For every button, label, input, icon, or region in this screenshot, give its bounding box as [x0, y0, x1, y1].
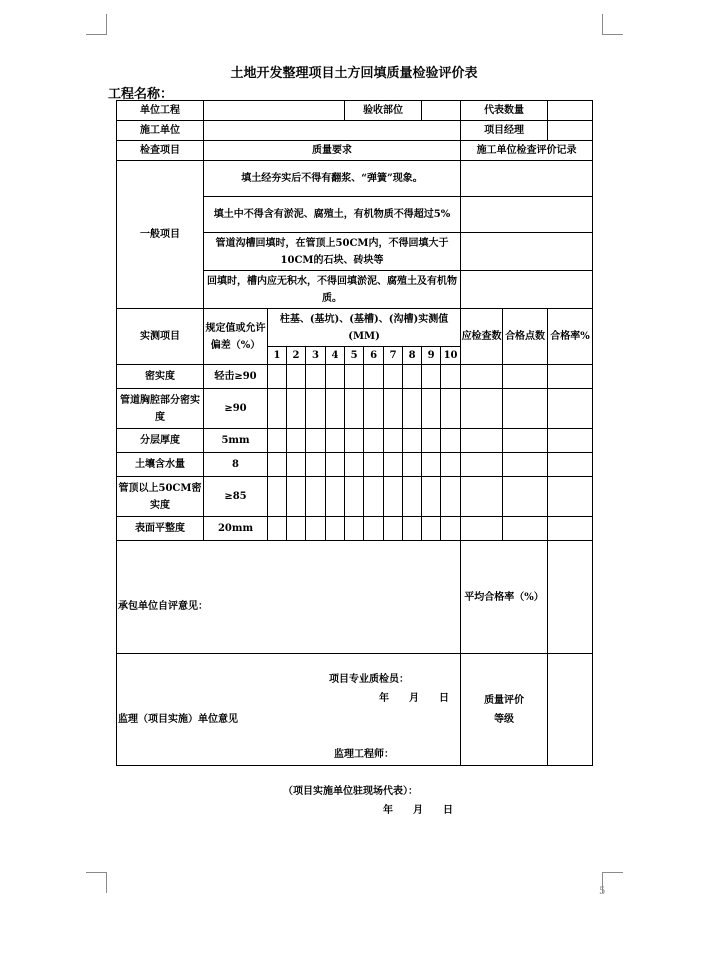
measured-row-pipe-chest-density: [117, 389, 593, 429]
measured-stat-cell[interactable]: [503, 517, 548, 541]
avg-pass-rate-label: 平均合格率（%）: [461, 541, 548, 654]
measured-item-value: ≥90: [204, 389, 268, 429]
general-requirement-4: 回填时，槽内应无积水，不得回填淤泥、腐殖土及有机物质。: [204, 271, 461, 309]
measured-value-cell[interactable]: [287, 389, 306, 429]
measured-value-cell[interactable]: [384, 429, 403, 453]
measured-stat-cell[interactable]: [503, 389, 548, 429]
measured-row-layer-thickness: [117, 429, 593, 453]
measure-column-number: 10: [441, 347, 461, 365]
quality-grade-value[interactable]: [548, 654, 593, 766]
measured-value-cell[interactable]: [422, 477, 441, 517]
crop-mark-top-right: [602, 14, 623, 35]
measured-value-cell[interactable]: [345, 389, 364, 429]
measured-values-label: 柱基、(基坑)、(基槽)、(沟槽)实测值(MM): [268, 309, 461, 347]
measured-item-value: ≥85: [204, 477, 268, 517]
measured-row-surface-flatness: [117, 517, 593, 541]
measure-column-number: 9: [422, 347, 441, 365]
measured-item-value: 轻击≥90: [204, 365, 268, 389]
measured-value-cell[interactable]: [384, 389, 403, 429]
measured-value-cell[interactable]: [403, 477, 422, 517]
quality-requirement-label: 质量要求: [204, 141, 461, 161]
self-eval-row: [117, 541, 593, 654]
measured-value-cell[interactable]: [364, 389, 384, 429]
measure-column-number: 2: [287, 347, 306, 365]
measured-value-cell[interactable]: [441, 517, 461, 541]
measured-stat-cell[interactable]: [503, 429, 548, 453]
self-eval-label: 承包单位自评意见：: [118, 601, 208, 612]
measured-value-cell[interactable]: [326, 365, 345, 389]
measured-value-cell[interactable]: [287, 365, 306, 389]
measured-item-name: 管道胸腔部分密实度: [117, 389, 204, 429]
general-record-4[interactable]: [461, 271, 593, 309]
measured-stat-cell[interactable]: [548, 365, 593, 389]
unit-project-value[interactable]: [204, 101, 345, 121]
measured-value-cell[interactable]: [384, 477, 403, 517]
measured-row-pipe-top-density: [117, 477, 593, 517]
measured-value-cell[interactable]: [364, 429, 384, 453]
self-eval-cell[interactable]: [117, 541, 461, 704]
measured-stat-cell[interactable]: [503, 477, 548, 517]
measure-column-number: 8: [403, 347, 422, 365]
measure-column-number: 5: [345, 347, 364, 365]
supervision-engineer-label: 监理工程师：: [334, 748, 394, 760]
measure-column-number: 7: [384, 347, 403, 365]
measured-stat-cell[interactable]: [461, 453, 503, 477]
construction-unit-value[interactable]: [204, 121, 461, 141]
measured-value-cell[interactable]: [441, 429, 461, 453]
measured-header-row: [117, 309, 593, 347]
measured-item-value: 20mm: [204, 517, 268, 541]
measured-value-cell[interactable]: [403, 517, 422, 541]
project-manager-label: 项目经理: [461, 121, 548, 141]
measured-value-cell[interactable]: [422, 517, 441, 541]
measured-item-name: 分层厚度: [117, 429, 204, 453]
measured-stat-cell[interactable]: [503, 365, 548, 389]
measured-stat-cell[interactable]: [461, 429, 503, 453]
measured-value-cell[interactable]: [364, 477, 384, 517]
measured-value-cell[interactable]: [326, 517, 345, 541]
measured-value-cell[interactable]: [384, 517, 403, 541]
general-record-3[interactable]: [461, 233, 593, 271]
measured-value-cell[interactable]: [268, 477, 287, 517]
measured-stat-cell[interactable]: [548, 429, 593, 453]
measured-item-value: 5mm: [204, 429, 268, 453]
measured-value-cell[interactable]: [384, 453, 403, 477]
measured-row-density: [117, 365, 593, 389]
measured-value-cell[interactable]: [306, 453, 326, 477]
measured-value-cell[interactable]: [306, 429, 326, 453]
measured-stat-cell[interactable]: [548, 453, 593, 477]
self-eval-date: 年 月 日: [379, 693, 449, 704]
measured-stat-cell[interactable]: [461, 477, 503, 517]
measured-value-cell[interactable]: [403, 389, 422, 429]
measured-value-cell[interactable]: [345, 453, 364, 477]
supervision-label: 监理（项目实施）单位意见: [118, 713, 238, 725]
representative-qty-label: 代表数量: [461, 101, 548, 121]
representative-qty-value[interactable]: [548, 101, 593, 121]
page-number: 5: [599, 886, 606, 897]
measured-stat-cell[interactable]: [548, 477, 593, 517]
measured-value-cell[interactable]: [364, 453, 384, 477]
measured-value-cell[interactable]: [287, 517, 306, 541]
measure-column-number: 1: [268, 347, 287, 365]
measured-value-cell[interactable]: [268, 453, 287, 477]
measured-value-cell[interactable]: [441, 389, 461, 429]
measure-column-number: 6: [364, 347, 384, 365]
measured-item-name: 表面平整度: [117, 517, 204, 541]
inspection-item-label: 检查项目: [117, 141, 204, 161]
measured-item-value: 8: [204, 453, 268, 477]
measured-stat-cell[interactable]: [461, 365, 503, 389]
measured-value-cell[interactable]: [403, 365, 422, 389]
general-record-2[interactable]: [461, 197, 593, 233]
header-row-3: [117, 141, 593, 161]
measured-value-cell[interactable]: [441, 477, 461, 517]
general-record-1[interactable]: [461, 161, 593, 197]
crop-mark-bottom-left: [86, 872, 107, 893]
measured-value-cell[interactable]: [403, 453, 422, 477]
crop-mark-top-left: [86, 14, 107, 35]
general-requirement-1: 填土经夯实后不得有翻浆、“弹簧”现象。: [204, 161, 461, 197]
measured-item-name: 土壤含水量: [117, 453, 204, 477]
measured-value-cell[interactable]: [268, 365, 287, 389]
measured-value-cell[interactable]: [422, 365, 441, 389]
measured-value-cell[interactable]: [326, 389, 345, 429]
measured-items-label: 实测项目: [117, 309, 204, 365]
pass-points-label: 合格点数: [503, 309, 548, 365]
measured-stat-cell[interactable]: [461, 389, 503, 429]
measured-item-name: 密实度: [117, 365, 204, 389]
avg-pass-rate-value[interactable]: [548, 541, 593, 654]
measured-value-cell[interactable]: [306, 477, 326, 517]
measured-value-cell[interactable]: [345, 477, 364, 517]
measured-stat-cell[interactable]: [461, 517, 503, 541]
project-manager-value[interactable]: [548, 121, 593, 141]
measured-value-cell[interactable]: [364, 517, 384, 541]
measure-column-number: 3: [306, 347, 326, 365]
measure-column-number: 4: [326, 347, 345, 365]
contractor-record-label: 施工单位检查评价记录: [461, 141, 593, 161]
general-items-label: 一般项目: [117, 161, 204, 309]
acceptance-part-value[interactable]: [422, 101, 461, 121]
header-row-2: [117, 121, 593, 141]
measured-value-cell[interactable]: [345, 365, 364, 389]
measured-value-cell[interactable]: [268, 429, 287, 453]
supervision-date: 年 月 日: [383, 804, 453, 816]
measured-value-cell[interactable]: [403, 429, 422, 453]
measured-value-cell[interactable]: [268, 517, 287, 541]
measured-value-cell[interactable]: [326, 429, 345, 453]
general-requirement-2: 填土中不得含有淤泥、腐殖土，有机物质不得超过5%: [204, 197, 461, 233]
allowed-deviation-label: 规定值或允许偏差（%）: [204, 309, 268, 365]
site-representative-label: （项目实施单位驻现场代表）：: [283, 785, 418, 797]
document-title: 土地开发整理项目土方回填质量检验评价表: [230, 66, 478, 81]
measured-value-cell[interactable]: [422, 453, 441, 477]
measured-value-cell[interactable]: [364, 365, 384, 389]
measured-value-cell[interactable]: [306, 389, 326, 429]
header-row-1: [117, 101, 593, 121]
project-name-label: 工程名称：: [108, 87, 174, 102]
measured-value-cell[interactable]: [326, 453, 345, 477]
measured-stat-cell[interactable]: [503, 453, 548, 477]
measured-value-cell[interactable]: [345, 429, 364, 453]
measured-value-cell[interactable]: [326, 477, 345, 517]
acceptance-part-label: 验收部位: [345, 101, 422, 121]
measured-stat-cell[interactable]: [548, 517, 593, 541]
construction-unit-label: 施工单位: [117, 121, 204, 141]
measured-value-cell[interactable]: [287, 453, 306, 477]
general-row-1: [117, 161, 593, 197]
measured-stat-cell[interactable]: [548, 389, 593, 429]
measured-value-cell[interactable]: [441, 365, 461, 389]
unit-project-label: 单位工程: [117, 101, 204, 121]
measured-value-cell[interactable]: [306, 365, 326, 389]
inspection-form-table: [116, 100, 593, 816]
quality-grade-label: 质量评价等级: [461, 654, 548, 766]
measured-value-cell[interactable]: [287, 429, 306, 453]
measured-value-cell[interactable]: [441, 453, 461, 477]
measured-value-cell[interactable]: [384, 365, 403, 389]
measured-item-name: 管顶以上50CM密实度: [117, 477, 204, 517]
pass-rate-label: 合格率%: [548, 309, 593, 365]
measured-row-soil-moisture: [117, 453, 593, 477]
general-requirement-3: 管道沟槽回填时，在管顶上50CM内，不得回填大于10CM的石块、砖块等: [204, 233, 461, 271]
measured-value-cell[interactable]: [345, 517, 364, 541]
measured-value-cell[interactable]: [287, 477, 306, 517]
measured-value-cell[interactable]: [422, 389, 441, 429]
measured-value-cell[interactable]: [306, 517, 326, 541]
measured-value-cell[interactable]: [268, 389, 287, 429]
should-check-label: 应检查数: [461, 309, 503, 365]
measured-value-cell[interactable]: [422, 429, 441, 453]
inspector-label: 项目专业质检员：: [329, 674, 409, 685]
